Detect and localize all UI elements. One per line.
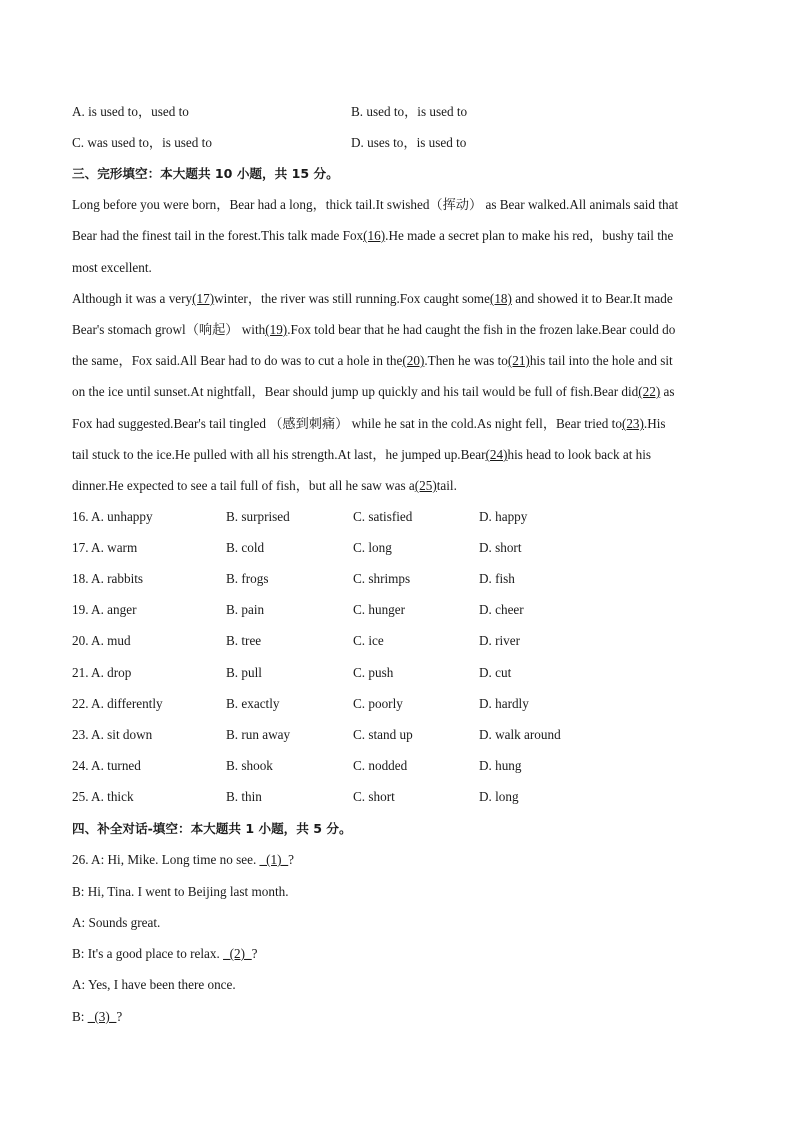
option-d: D. happy: [479, 509, 528, 524]
blank-number: (18): [489, 291, 512, 306]
option-d: D. cheer: [479, 602, 524, 618]
passage-line: [72, 290, 724, 308]
dialogue-text: A: Yes, I have been there once.: [72, 977, 236, 992]
passage-text: .Fox told bear that he had caught the fish in the frozen lake.Bear could do: [287, 322, 676, 337]
blank-number: (19): [265, 322, 288, 337]
passage-line: [72, 352, 724, 370]
option-a: 16. A. unhappy: [72, 509, 153, 524]
option-c: C. was used to，is used to: [72, 135, 212, 150]
dialogue-text: ?: [251, 946, 258, 961]
option-d: D. hung: [479, 757, 522, 773]
option-c: C. hunger: [353, 602, 406, 618]
question-row: [72, 664, 511, 682]
dialogue-text: ?: [288, 852, 294, 867]
option-b: B. shook: [226, 757, 273, 773]
passage-line: [72, 446, 724, 464]
passage-text: .He made a secret plan to make his red，bushy tail the: [385, 228, 674, 243]
option-a: 19. A. anger: [72, 602, 137, 618]
question-row: [72, 570, 515, 588]
option-b: B. tree: [226, 633, 262, 649]
option-b: B. cold: [226, 540, 265, 556]
dialogue-text: B: Hi, Tina. I went to Beijing last month.: [72, 884, 289, 899]
passage-text: and showed it to Bear.It made: [511, 291, 673, 306]
option-d: D. cut: [479, 664, 512, 680]
option-a: 24. A. turned: [72, 757, 141, 773]
option-b: B. exactly: [226, 695, 280, 711]
option-d: D. river: [479, 633, 521, 649]
option-d: D. long: [479, 788, 519, 804]
dialogue-text: 26. A: Hi, Mike. Long time no see.: [72, 852, 260, 867]
dialogue-line: [72, 883, 289, 901]
option-b: B. frogs: [226, 571, 269, 587]
passage-line: [72, 477, 724, 495]
dialogue-blank: _(2)_: [223, 946, 252, 961]
option-b: B. pull: [226, 664, 262, 680]
option-d: D. fish: [479, 571, 515, 587]
option-c: C. stand up: [353, 726, 413, 742]
option-d: D. uses to，is used to: [351, 135, 467, 150]
blank-number: (17): [192, 291, 215, 306]
passage-text: the same，Fox said.All Bear had to do was to cut a hole in the: [72, 353, 403, 368]
prev-options-row-1: [72, 103, 467, 121]
passage-text: as: [660, 384, 675, 399]
blank-number: (16): [363, 228, 386, 243]
question-row: [72, 601, 524, 619]
option-d: D. short: [479, 540, 522, 556]
passage-text: tail.: [436, 478, 457, 493]
option-c: C. satisfied: [353, 509, 413, 524]
option-a: 17. A. warm: [72, 540, 138, 556]
option-a: 21. A. drop: [72, 664, 132, 680]
passage-text: most excellent.: [72, 260, 152, 275]
passage-text: .Then he was to: [424, 353, 508, 368]
question-row: [72, 757, 522, 775]
dialogue-text: B: It's a good place to relax.: [72, 946, 224, 961]
blank-number: (22): [638, 384, 661, 399]
question-row: [72, 695, 529, 713]
passage-text: his head to look back at his: [507, 447, 652, 462]
passage-text: Bear had the finest tail in the forest.This talk made Fox: [72, 228, 364, 243]
dialogue-text: A: Sounds great.: [72, 915, 161, 930]
option-c: C. shrimps: [353, 571, 411, 587]
passage-text: Long before you were born，Bear had a long，thick tail.It swished（挥动） as Bear walked.All animals said that: [72, 197, 679, 212]
dialogue-text: ?: [116, 1009, 123, 1024]
passage-text: dinner.He expected to see a tail full of fish，but all he saw was a: [72, 478, 415, 493]
dialogue-text: B:: [72, 1009, 88, 1024]
option-b: B. run away: [226, 726, 291, 742]
option-a: 20. A. mud: [72, 633, 131, 649]
option-c: C. long: [353, 540, 392, 556]
option-c: C. short: [353, 788, 395, 804]
option-b: B. pain: [226, 602, 265, 618]
option-c: C. push: [353, 664, 394, 680]
blank-number: (20): [402, 353, 425, 368]
blank-number: (21): [507, 353, 530, 368]
blank-number: (23): [621, 416, 644, 431]
passage-text: Bear's stomach growl（响起） with: [72, 322, 266, 337]
dialogue-blank: _(3)_: [87, 1009, 117, 1024]
blank-number: (25): [414, 478, 437, 493]
dialogue-line: [72, 914, 160, 932]
passage-text: on the ice until sunset.At nightfall，Bear should jump up quickly and his tail would be full of fish.Bear did: [72, 384, 639, 399]
option-d: D. walk around: [479, 726, 561, 742]
option-b: B. thin: [226, 788, 262, 804]
passage-text: Fox had suggested.Bear's tail tingled （感到刺痛） while he sat in the cold.As night fell，Bear tried to: [72, 416, 622, 431]
passage-line: [72, 415, 724, 433]
option-a: 25. A. thick: [72, 788, 134, 804]
passage-line: [72, 227, 724, 245]
dialogue-line: [72, 976, 236, 994]
passage-line: [72, 383, 724, 401]
dialogue-line: [72, 1008, 122, 1026]
question-row: [72, 726, 561, 744]
question-row: [72, 539, 522, 557]
prev-options-row-2: [72, 134, 466, 152]
passage-text: Although it was a very: [72, 291, 193, 306]
passage-text: .His: [643, 416, 666, 431]
blank-number: (24): [485, 447, 508, 462]
dialogue-line: [72, 851, 294, 869]
option-c: C. nodded: [353, 757, 408, 773]
passage-line: [72, 196, 724, 214]
question-row: [72, 508, 527, 526]
passage-line: [72, 259, 724, 277]
option-a: A. is used to，used to: [72, 104, 189, 119]
question-row: [72, 788, 519, 806]
section-4-heading: 四、补全对话-填空：本大题共 1 小题，共 5 分。: [72, 821, 352, 836]
option-b: B. surprised: [226, 509, 290, 524]
passage-line: [72, 321, 724, 339]
option-a: 18. A. rabbits: [72, 571, 144, 587]
option-b: B. used to，is used to: [351, 104, 468, 119]
passage-text: tail stuck to the ice.He pulled with all his strength.At last，he jumped up.Bear: [72, 447, 486, 462]
passage-text: winter，the river was still running.Fox caught some: [214, 291, 490, 306]
option-c: C. poorly: [353, 695, 403, 711]
option-a: 22. A. differently: [72, 695, 163, 711]
dialogue-line: [72, 945, 258, 963]
question-row: [72, 632, 520, 650]
option-c: C. ice: [353, 633, 384, 649]
option-a: 23. A. sit down: [72, 726, 153, 742]
passage-text: his tail into the hole and sit: [529, 353, 673, 368]
option-d: D. hardly: [479, 695, 529, 711]
section-3-heading: 三、完形填空：本大题共 10 小题，共 15 分。: [72, 166, 339, 181]
dialogue-blank: _(1)_: [259, 852, 289, 867]
